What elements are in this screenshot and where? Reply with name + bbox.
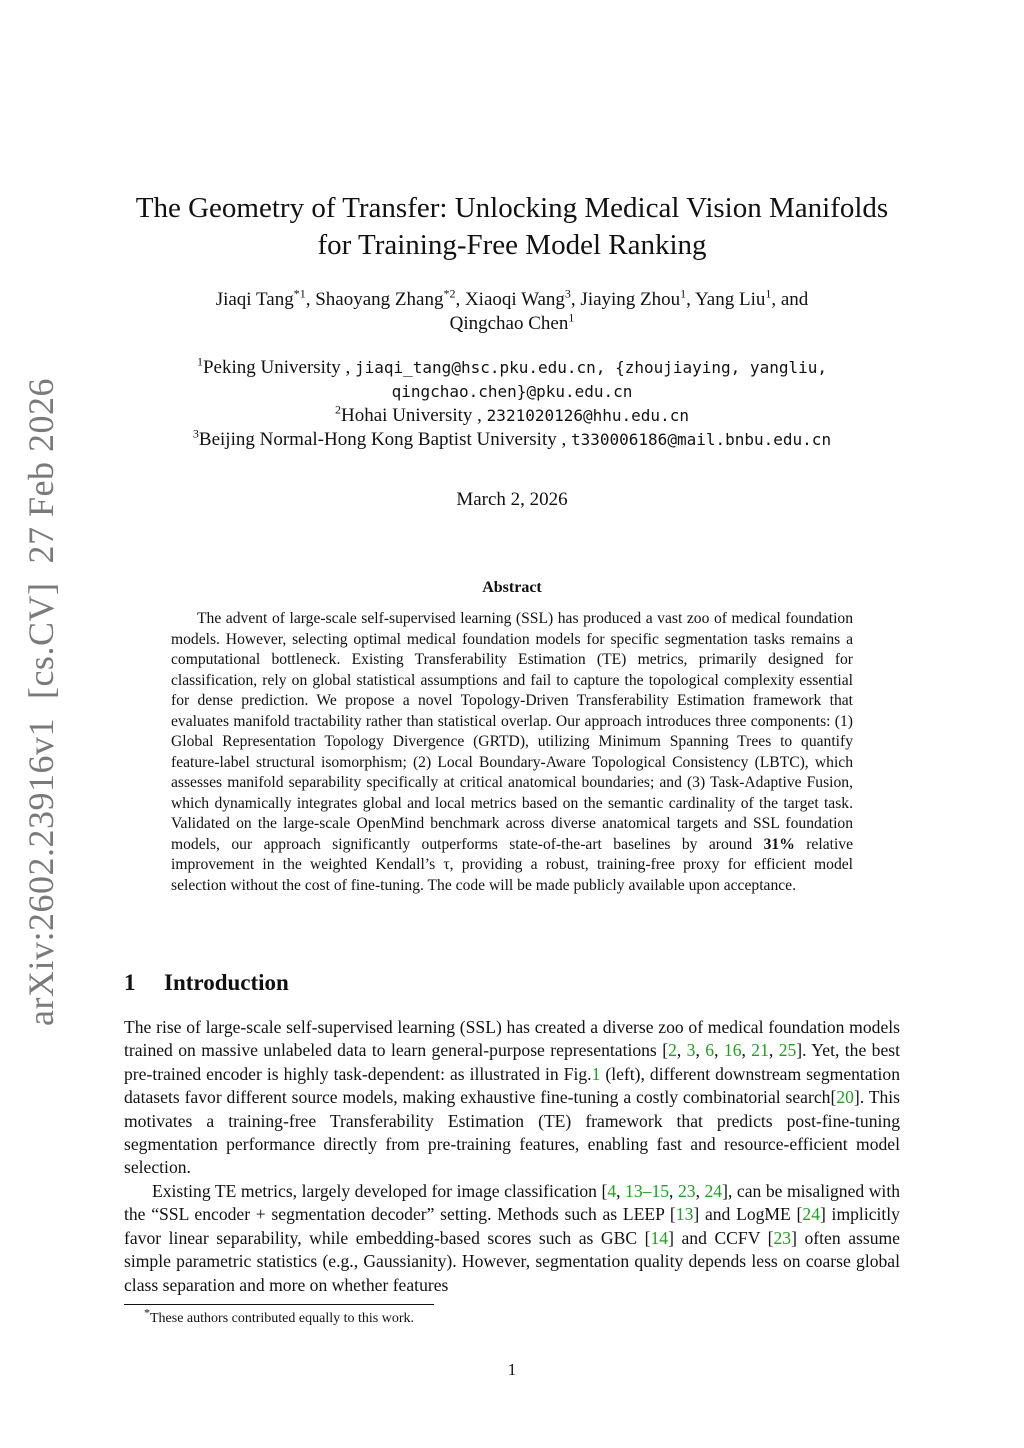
citation-link[interactable]: 6 — [705, 1040, 715, 1061]
body-text: ]. Yet, the best pre-trained encoder is highly task-dependent: as illustrated in Fig. — [124, 1040, 901, 1084]
footnote-mark: * — [144, 1305, 150, 1320]
body-text: ] and LogME [ — [693, 1204, 803, 1225]
author-mark: 1 — [765, 286, 772, 301]
affiliation-email: jiaqi_tang@hsc.pku.edu.cn, {zhoujiaying, yangliu, — [354, 358, 827, 377]
affiliation-email-cont: qingchao.chen}@pku.edu.cn — [391, 382, 633, 401]
author-mark: 1 — [680, 286, 687, 301]
section-number: 1 — [124, 970, 136, 995]
author-separator: , — [686, 289, 695, 310]
citation-link[interactable]: 14 — [650, 1227, 669, 1248]
paper-title — [100, 190, 924, 264]
citation-link[interactable]: 13–15 — [625, 1181, 670, 1201]
citation-link[interactable]: 24 — [802, 1204, 820, 1225]
author-mark: 3 — [564, 286, 571, 301]
citation-separator: , — [695, 1181, 705, 1201]
author-line-1 — [100, 288, 924, 312]
paper-date: March 2, 2026 — [456, 489, 568, 510]
author-mark: *2 — [443, 286, 456, 301]
citation-separator: , — [714, 1040, 724, 1061]
citation-link[interactable]: 13 — [675, 1204, 694, 1225]
abstract-body-end: relative improvement in the weighted Kendall’s τ, providing a robust, training-free proxy for efficient model selection without the cost of fine-tuning. The code will be made publicly available upon acceptance. — [171, 835, 853, 894]
citation-link[interactable]: 23 — [677, 1181, 696, 1201]
citation-link[interactable]: 25 — [778, 1040, 797, 1061]
citation-link[interactable]: 21 — [751, 1040, 769, 1061]
affiliation-mark: 1 — [196, 354, 203, 369]
affiliation-email: t330006186@mail.bnbu.edu.cn — [570, 430, 832, 449]
body-text: (left), different downstream segmentation datasets favor different source models, making exhaustive fine-tuning a costly combinatorial search[ — [124, 1063, 900, 1108]
author-line-2 — [100, 312, 924, 336]
title-line-1: The Geometry of Transfer: Unlocking Medical Vision Manifolds — [135, 192, 889, 224]
abstract-heading: Abstract — [482, 579, 542, 596]
citation-link[interactable]: 23 — [773, 1227, 792, 1248]
author-name: Jiaqi Tang — [215, 289, 294, 310]
affiliation-mark: 3 — [192, 426, 199, 441]
citation-separator: , — [676, 1040, 687, 1061]
author-separator: , — [455, 289, 465, 310]
body-text: ] often assume simple parametric statistics (e.g., Gaussianity). However, segmentation quality depends less on coarse global class separation and more on whether features — [124, 1227, 900, 1295]
footnote-text: These authors contributed equally to this work. — [150, 1311, 414, 1326]
author-mark: 1 — [568, 310, 575, 325]
author-name: Qingchao Chen — [449, 313, 569, 334]
citation-link[interactable]: 20 — [836, 1087, 854, 1108]
affiliation-3 — [100, 428, 924, 452]
author-and: , and — [771, 289, 809, 310]
author-name: Shaoyang Zhang — [315, 289, 444, 310]
citation-link[interactable]: 3 — [686, 1040, 696, 1061]
page-number: 1 — [507, 1360, 517, 1379]
citation-link[interactable]: 16 — [723, 1040, 742, 1061]
affiliation-1 — [100, 356, 924, 404]
body-text: Existing TE metrics, largely developed for image classification [ — [152, 1181, 608, 1201]
citation-separator: , — [669, 1181, 678, 1201]
body-text: ] and CCFV [ — [668, 1227, 774, 1248]
citation-link[interactable]: 2 — [668, 1040, 677, 1061]
affiliation-name: Peking University , — [202, 357, 355, 378]
figure-link[interactable]: 1 — [591, 1063, 601, 1084]
citation-link[interactable]: 4 — [607, 1181, 617, 1201]
abstract-body: The advent of large-scale self-supervised learning (SSL) has produced a vast zoo of medical foundation models. However, selecting optimal medical foundation models for specific segmentation tasks remains a computational bottleneck. Existing Transferability Estimation (TE) metrics, primarily designed for classification, rely on global statistical assumptions and fail to capture the topological complexity essential for dense prediction. We propose a novel Topology-Driven Transferability Estimation framework that evaluates manifold tractability rather than statistical overlap. Our approach introduces three components: (1) Global Representation Topology Divergence (GRTD), utilizing Minimum Spanning Trees to quantify feature-label structural isomorphism; (2) Local Boundary-Aware Topological Consistency (LBTC), which assesses manifold separability specifically at critical anatomical boundaries; and (3) Task-Adaptive Fusion, which dynamically integrates global and local metrics based on the semantic cardinality of the target task. Validated on the large-scale OpenMind benchmark across diverse anatomical targets and SSL foundation models, our approach significantly outperforms state-of-the-art baselines by around — [171, 610, 853, 853]
body-text: ]. This motivates a training-free Transferability Estimation (TE) framework that predicts post-fine-tuning segmentation performance directly from pre-training features, enabling fast and resource-efficient model selection. — [124, 1087, 900, 1178]
citation-separator: , — [616, 1181, 626, 1201]
intro-paragraph-1 — [124, 1016, 900, 1180]
intro-paragraph-2 — [124, 1180, 900, 1297]
citation-separator: , — [695, 1040, 706, 1061]
affiliation-2 — [100, 404, 924, 428]
author-separator: , — [570, 289, 581, 310]
section-title: Introduction — [164, 970, 289, 995]
affiliation-name: Hohai University , — [341, 405, 487, 426]
author-name: Jiaying Zhou — [580, 289, 681, 310]
author-separator: , — [305, 289, 316, 310]
author-name: Xiaoqi Wang — [464, 289, 565, 310]
author-name: Yang Liu — [694, 289, 766, 310]
title-line-2: for Training-Free Model Ranking — [317, 229, 707, 261]
author-list — [100, 288, 924, 336]
citation-separator: , — [741, 1040, 752, 1061]
affiliation-name: Beijing Normal-Hong Kong Baptist University , — [198, 429, 571, 450]
footnote-rule — [124, 1304, 434, 1305]
body-text: The rise of large-scale self-supervised learning (SSL) has created a diverse zoo of medical foundation models trained on massive unlabeled data to learn general-purpose representations [ — [124, 1017, 900, 1061]
affiliation-mark: 2 — [335, 402, 342, 417]
citation-separator: , — [768, 1040, 779, 1061]
footnote — [144, 1305, 414, 1327]
abstract-bold-number: 31% — [763, 835, 795, 853]
abstract-text — [171, 609, 853, 896]
affiliation-email: 2321020126@hhu.edu.cn — [486, 406, 689, 425]
body-text: ], can be misaligned with the “SSL encoder + segmentation decoder” setting. Methods such as LEEP [ — [124, 1181, 900, 1225]
body-text: ] implicitly favor linear separability, while embedding-based scores such as GBC [ — [124, 1204, 900, 1248]
section-heading — [124, 970, 289, 996]
citation-link[interactable]: 24 — [704, 1181, 723, 1201]
arxiv-watermark: arXiv:2602.23916v1 [cs.CV] 27 Feb 2026 — [21, 378, 61, 1026]
author-mark: *1 — [293, 286, 306, 301]
